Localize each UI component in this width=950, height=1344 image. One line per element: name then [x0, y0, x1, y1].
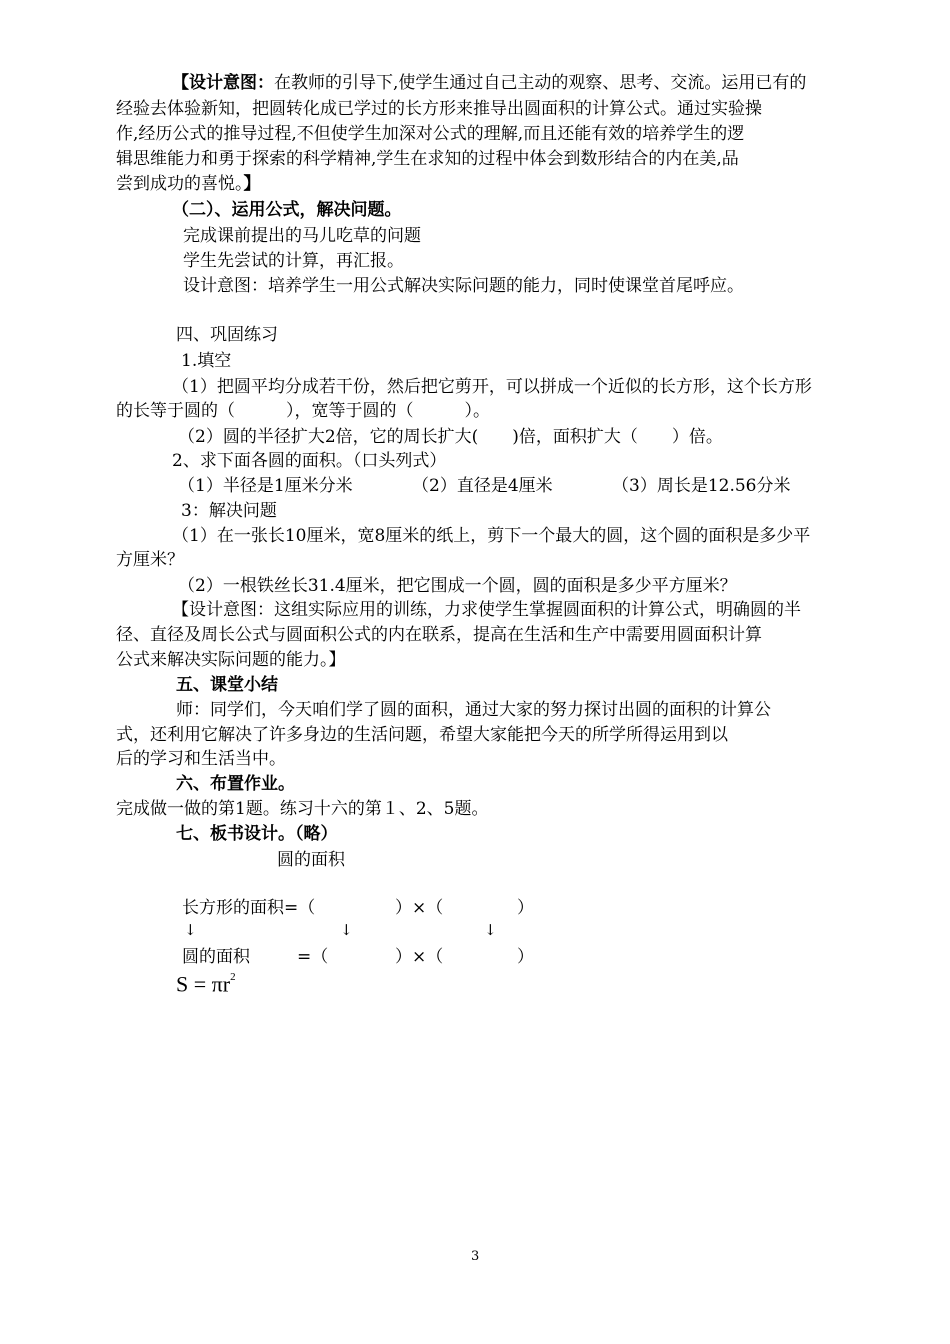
section4-heading: 四、巩固练习: [176, 325, 278, 345]
board-circle-label: 圆的面积: [182, 947, 250, 967]
board-rect-times: ）×（: [395, 898, 444, 918]
q3-1-line2: 方厘米？: [116, 550, 184, 570]
q2-c: （3）周长是12.56分米: [612, 476, 791, 496]
area-formula-exponent: 2: [230, 971, 236, 983]
arrow-down-icon: ↓: [340, 921, 353, 939]
section2-heading: （二）、运用公式，解决问题。: [172, 200, 402, 220]
intent1-line5-bracket: 】: [243, 174, 261, 194]
intent1-line5-text: 尝到成功的喜悦。: [116, 174, 244, 194]
section5-line3: 后的学习和生活当中。: [116, 749, 286, 769]
section5-line1: 师：同学们，今天咱们学了圆的面积，通过大家的努力探讨出圆的面积的计算公: [176, 700, 771, 720]
board-title: 圆的面积: [277, 850, 345, 870]
q3-title: 3：解决问题: [181, 501, 277, 521]
section4-intent-line2: 径、直径及周长公式与圆面积公式的内在联系，提高在生活和生产中需要用圆面积计算: [116, 625, 762, 645]
area-formula-main: S = πr: [176, 971, 231, 997]
q2-title: 2、求下面各圆的面积。（口头列式）: [172, 451, 447, 471]
section2-line1: 完成课前提出的马儿吃草的问题: [183, 226, 421, 246]
intent1-line1-text: 在教师的引导下,使学生通过自己主动的观察、思考、交流。运用已有的: [274, 73, 807, 93]
intent1-line2: 经验去体验新知，把圆转化成已学过的长方形来推导出圆面积的计算公式。通过实验操: [116, 99, 762, 119]
q2-a: （1）半径是1厘米分米: [178, 476, 353, 496]
section6-line1: 完成做一做的第1题。练习十六的第１、2、5题。: [116, 799, 489, 819]
section2-intent: 设计意图：培养学生一用公式解决实际问题的能力，同时使课堂首尾呼应。: [183, 276, 744, 296]
board-rect-close: ）: [517, 898, 534, 918]
arrow-down-icon: ↓: [184, 921, 197, 939]
intent1-line3: 作,经历公式的推导过程,不但使学生加深对公式的理解,而且还能有效的培养学生的逻: [116, 124, 745, 144]
board-circle-close: ）: [517, 947, 534, 967]
intent1-line5: [116, 171, 261, 197]
board-circle-times: ）×（: [395, 947, 444, 967]
section5-line2: 式，还利用它解决了许多身边的生活问题，希望大家能把今天的所学所得运用到以: [116, 725, 728, 745]
section7-heading: 七、板书设计。（略）: [176, 824, 338, 844]
area-formula: [176, 966, 236, 998]
q3-1-line1: （1）在一张长10厘米，宽8厘米的纸上，剪下一个最大的圆，这个圆的面积是多少平: [172, 526, 811, 546]
q1-1-line2: 的长等于圆的（ ），宽等于圆的（ ）。: [116, 401, 490, 421]
q1-title: 1.填空: [181, 351, 232, 371]
board-rect-label: 长方形的面积=（: [182, 898, 316, 918]
intent1-bold-head: 【设计意图：: [172, 73, 274, 93]
section2-line2: 学生先尝试的计算，再汇报。: [183, 251, 404, 271]
q2-b: （2）直径是4厘米: [412, 476, 553, 496]
q1-2: （2）圆的半径扩大2倍，它的周长扩大( )倍，面积扩大（ ）倍。: [178, 427, 723, 447]
section5-heading: 五、课堂小结: [176, 675, 278, 695]
q3-2: （2）一根铁丝长31.4厘米，把它围成一个圆，圆的面积是多少平方厘米？: [178, 576, 737, 596]
page-number: 3: [471, 1249, 480, 1264]
section6-heading: 六、布置作业。: [176, 774, 295, 794]
arrow-down-icon: ↓: [484, 921, 497, 939]
intent1-line1: [172, 70, 806, 96]
intent1-line4: 辑思维能力和勇于探索的科学精神,学生在求知的过程中体会到数形结合的内在美,品: [116, 149, 739, 169]
section4-intent-line1: 【设计意图：这组实际应用的训练，力求使学生掌握圆面积的计算公式，明确圆的半: [172, 600, 801, 620]
board-circle-eq: =（: [297, 947, 329, 967]
q1-1-line1: （1）把圆平均分成若干份，然后把它剪开，可以拼成一个近似的长方形，这个长方形: [172, 377, 812, 397]
section4-intent-line3: 公式来解决实际问题的能力。】: [116, 650, 346, 670]
